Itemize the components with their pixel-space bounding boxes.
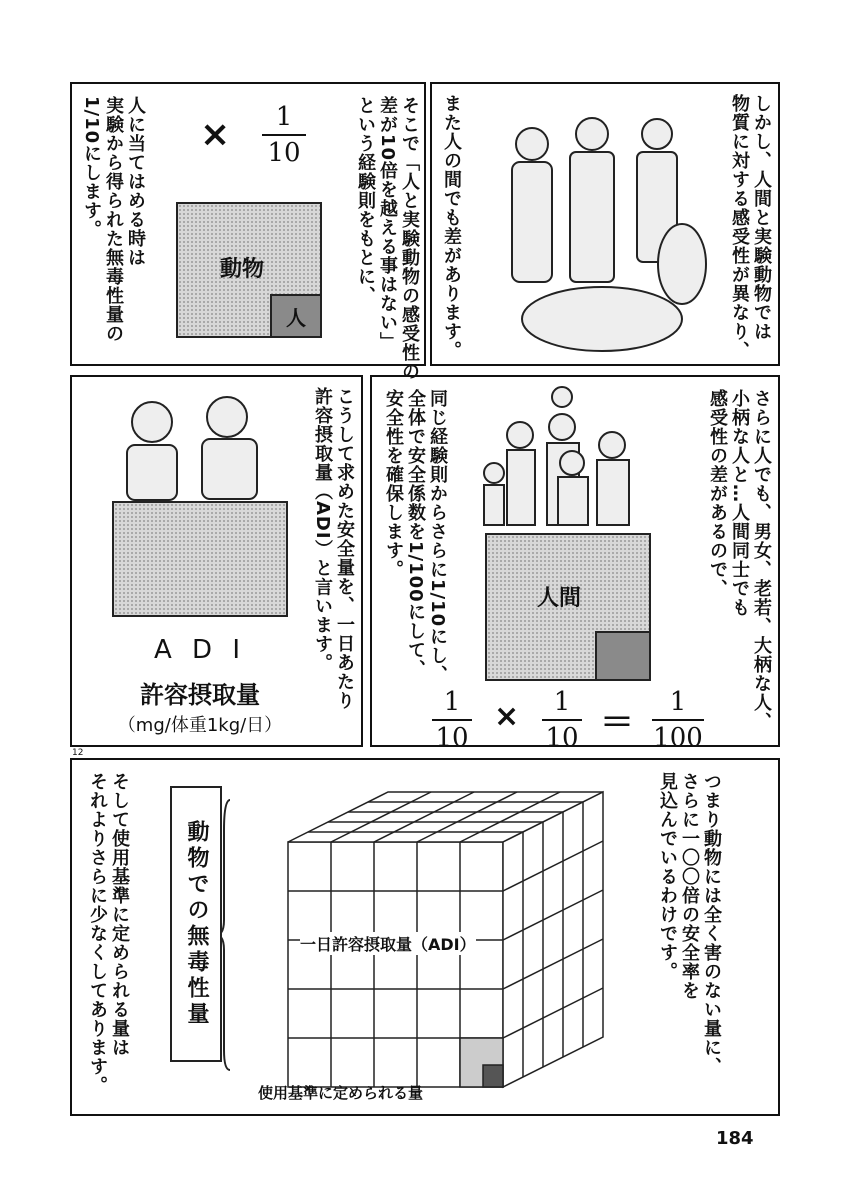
caption-line: しかし、人間と実験動物では <box>751 94 772 341</box>
noael-label: 動物での無毒性量 <box>184 820 209 1028</box>
caption-safety-rate <box>656 772 722 1076</box>
caption-line: 1/10にします。 <box>81 96 102 240</box>
denominator: 10 <box>267 138 301 168</box>
adi-unit: （mg/体重1kg/日） <box>117 715 283 736</box>
human-box <box>485 533 651 681</box>
fraction-b <box>542 687 582 753</box>
caption-line: そして使用基準に定められる量は <box>109 772 130 1057</box>
panel-cube <box>70 758 780 1116</box>
denominator: 100 <box>653 723 703 753</box>
panel-human-variation <box>370 375 780 753</box>
caption-line: そこで「人と実験動物の感受性の <box>399 96 420 381</box>
caption-human-variation <box>706 389 772 731</box>
numerator: 1 <box>669 687 687 717</box>
caption-line: 人に当てはめる時は <box>125 96 146 267</box>
caption-line: 安全性を確保します。 <box>383 389 404 579</box>
caption-line: 全体で安全係数を1/100にして、 <box>405 389 426 679</box>
caption-line: という経験則をもとに、 <box>355 96 376 305</box>
page-marker: 12 <box>72 748 84 758</box>
panel-sensitivity-difference <box>430 82 780 366</box>
fraction-a <box>432 687 472 753</box>
caption-line: 小柄な人と…人間同士でも <box>729 389 750 617</box>
fraction-bar <box>652 719 704 721</box>
adi-title: A D I <box>153 635 246 665</box>
safety-box <box>595 631 651 681</box>
panel-animal-to-human <box>70 82 426 381</box>
caption-experience-rule <box>354 96 420 381</box>
animal-box-label: 動物 <box>220 257 265 282</box>
caption-line: 差が10倍を越える事はない」 <box>377 96 398 352</box>
adi-box <box>112 501 288 617</box>
illustration-people-and-mice <box>472 104 732 364</box>
caption-line: こうして求めた安全量を、一日あたり <box>334 387 355 710</box>
caption-sensitivity <box>728 94 772 360</box>
numerator: 1 <box>443 687 461 717</box>
denominator: 10 <box>545 723 579 753</box>
fraction-one-tenth <box>262 102 306 168</box>
caption-line: 見込んでいるわけです。 <box>657 772 678 981</box>
panel-adi <box>70 375 363 747</box>
adi-name: 許容摂取量 <box>140 681 260 709</box>
fraction-bar <box>542 719 582 721</box>
denominator: 10 <box>435 723 469 753</box>
noael-box <box>170 786 222 1062</box>
times-sign: × <box>200 114 231 155</box>
fraction-bar <box>432 719 472 721</box>
animal-box <box>176 202 322 338</box>
equals-sign: ＝ <box>600 703 634 743</box>
curly-brace <box>222 800 230 1070</box>
caption-line: 許容摂取量（ADI）と言います。 <box>312 387 333 673</box>
adi-callout: 一日許容摂取量（ADI） <box>300 932 476 955</box>
times-sign: × <box>494 699 520 734</box>
standard-callout: 使用基準に定められる量 <box>258 1084 424 1102</box>
caption-line: それよりさらに少なくしてあります。 <box>87 772 108 1095</box>
illustration-couple-eating <box>107 387 277 502</box>
human-box: 人 <box>270 294 322 338</box>
human-box-label: 人間 <box>537 586 582 611</box>
caption-line: つまり動物には全く害のない量に、 <box>701 772 722 1076</box>
caption-line: 同じ経験則からさらに1/10にし、 <box>427 389 448 685</box>
caption-usage-standard <box>86 772 130 1095</box>
caption-line: さらに人でも、男女、老若、大柄な人、 <box>751 389 772 731</box>
fraction-bar <box>262 134 306 136</box>
numerator: 1 <box>275 102 293 132</box>
standard-cell <box>483 1065 503 1087</box>
caption-line: さらに一〇〇倍の安全率を <box>679 772 700 1000</box>
caption-human-difference: また人の間でも差があります。 <box>441 94 462 360</box>
caption-line: 物質に対する感受性が異なり、 <box>729 94 750 360</box>
caption-adi <box>311 387 355 710</box>
caption-one-tenth <box>80 96 146 343</box>
page-number: 184 <box>716 1128 754 1149</box>
cube-side <box>503 792 603 1087</box>
numerator: 1 <box>553 687 571 717</box>
caption-line: 実験から得られた無毒性量の <box>103 96 124 343</box>
fraction-c <box>652 687 704 753</box>
illustration-family <box>472 385 652 535</box>
caption-line: 感受性の差があるので、 <box>707 389 728 598</box>
caption-safety-factor <box>382 389 448 684</box>
